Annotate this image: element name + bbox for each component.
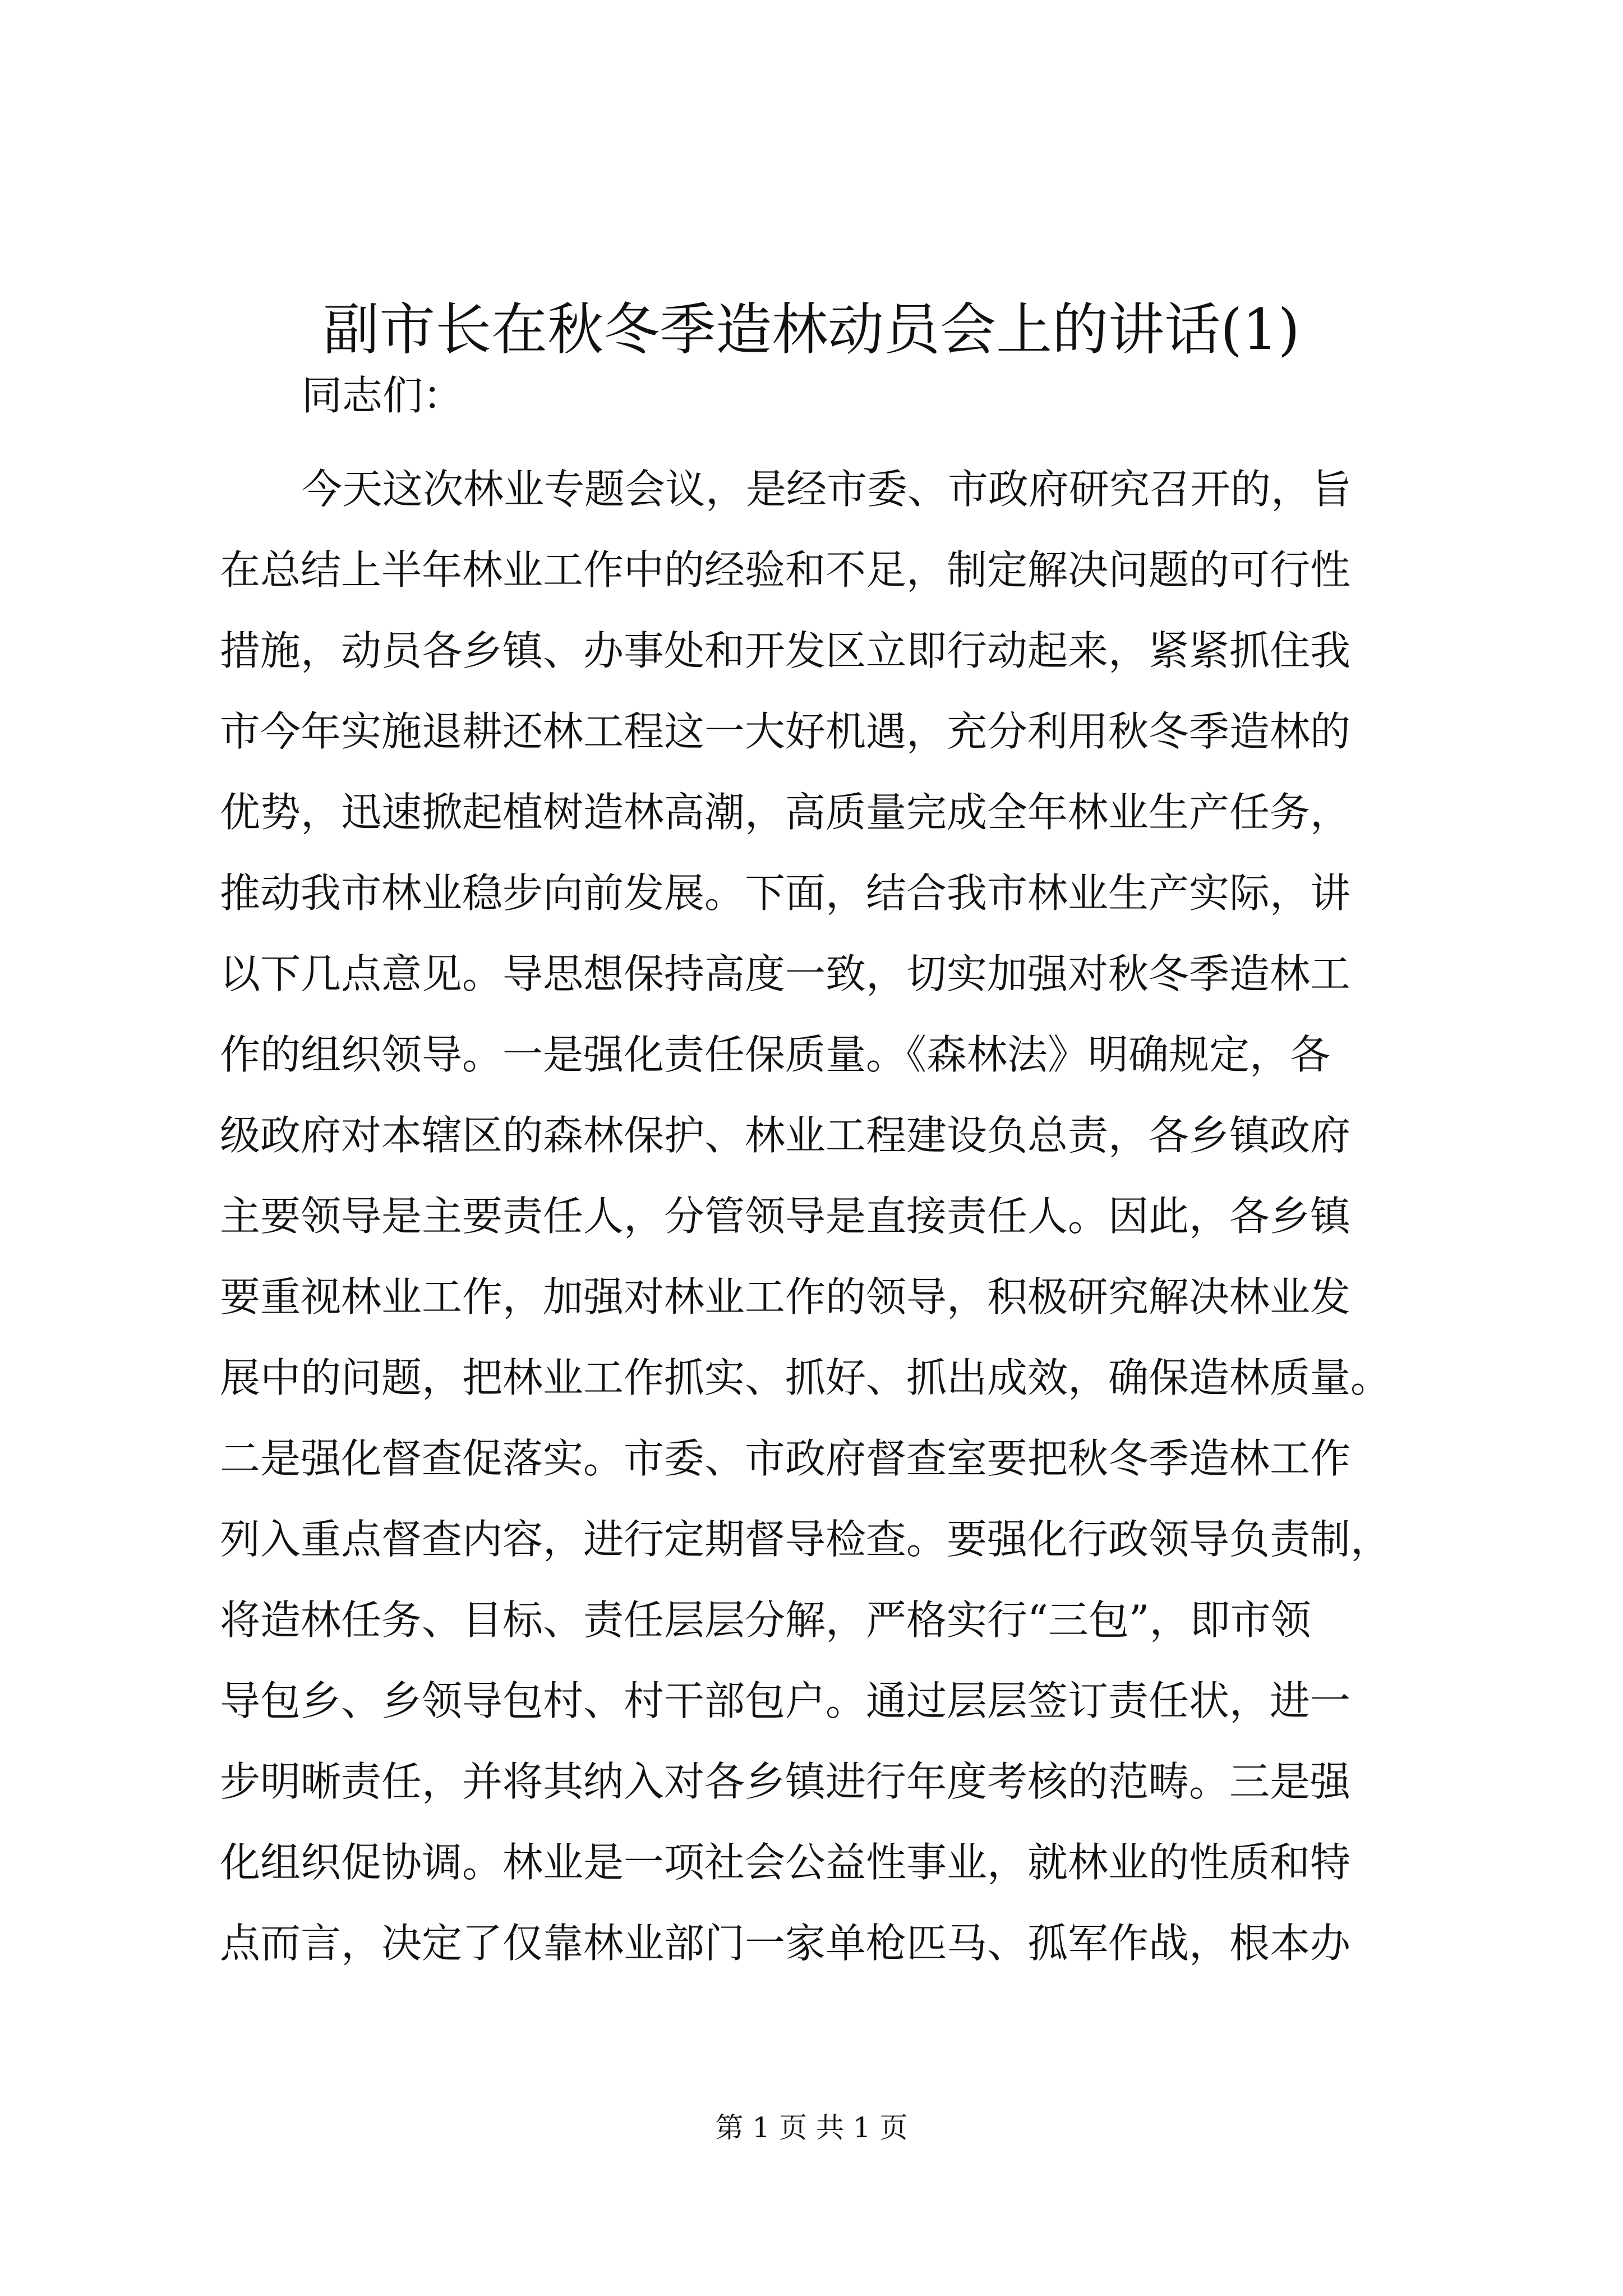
body-line: 主要领导是主要责任人，分管领导是直接责任人。因此，各乡镇 — [220, 1193, 1351, 1240]
body-line: 导包乡、乡领导包村、村干部包户。通过层层签订责任状，进一 — [220, 1677, 1351, 1724]
salutation: 同志们： — [302, 372, 464, 419]
body-line: 化组织促协调。林业是一项社会公益性事业，就林业的性质和特 — [220, 1839, 1351, 1886]
body-line: 列入重点督查内容，进行定期督导检查。要强化行政领导负责制， — [220, 1516, 1391, 1563]
body-line: 要重视林业工作，加强对林业工作的领导，积极研究解决林业发 — [220, 1273, 1351, 1320]
body-line: 市今年实施退耕还林工程这一大好机遇，充分利用秋冬季造林的 — [220, 708, 1351, 755]
body-line: 作的组织领导。一是强化责任保质量。《森林法》明确规定，各 — [220, 1031, 1331, 1078]
body-line: 推动我市林业稳步向前发展。下面，结合我市林业生产实际，讲 — [220, 869, 1351, 917]
body-line: 步明晰责任，并将其纳入对各乡镇进行年度考核的范畴。三是强 — [220, 1758, 1351, 1805]
body-line: 点而言，决定了仅靠林业部门一家单枪匹马、孤军作战，根本办 — [220, 1920, 1351, 1967]
document-title: 副市长在秋冬季造林动员会上的讲话(1) — [323, 297, 1300, 362]
body-line: 在总结上半年林业工作中的经验和不足，制定解决问题的可行性 — [220, 546, 1351, 593]
body-line: 将造林任务、目标、责任层层分解，严格实行“三包”，即市领 — [220, 1596, 1311, 1644]
body-line: 优势，迅速掀起植树造林高潮，高质量完成全年林业生产任务， — [220, 789, 1351, 836]
page-number-footer: 第 1 页 共 1 页 — [715, 2111, 908, 2144]
body-line: 今天这次林业专题会议，是经市委、市政府研究召开的，旨 — [302, 466, 1352, 513]
body-line: 以下几点意见。导思想保持高度一致，切实加强对秋冬季造林工 — [220, 950, 1351, 997]
body-line: 措施，动员各乡镇、办事处和开发区立即行动起来，紧紧抓住我 — [220, 627, 1351, 674]
body-line: 级政府对本辖区的森林保护、林业工程建设负总责，各乡镇政府 — [220, 1112, 1351, 1159]
body-line: 展中的问题，把林业工作抓实、抓好、抓出成效，确保造林质量。 — [220, 1354, 1391, 1401]
body-text — [220, 449, 1476, 1984]
body-line: 二是强化督查促落实。市委、市政府督查室要把秋冬季造林工作 — [220, 1435, 1351, 1482]
